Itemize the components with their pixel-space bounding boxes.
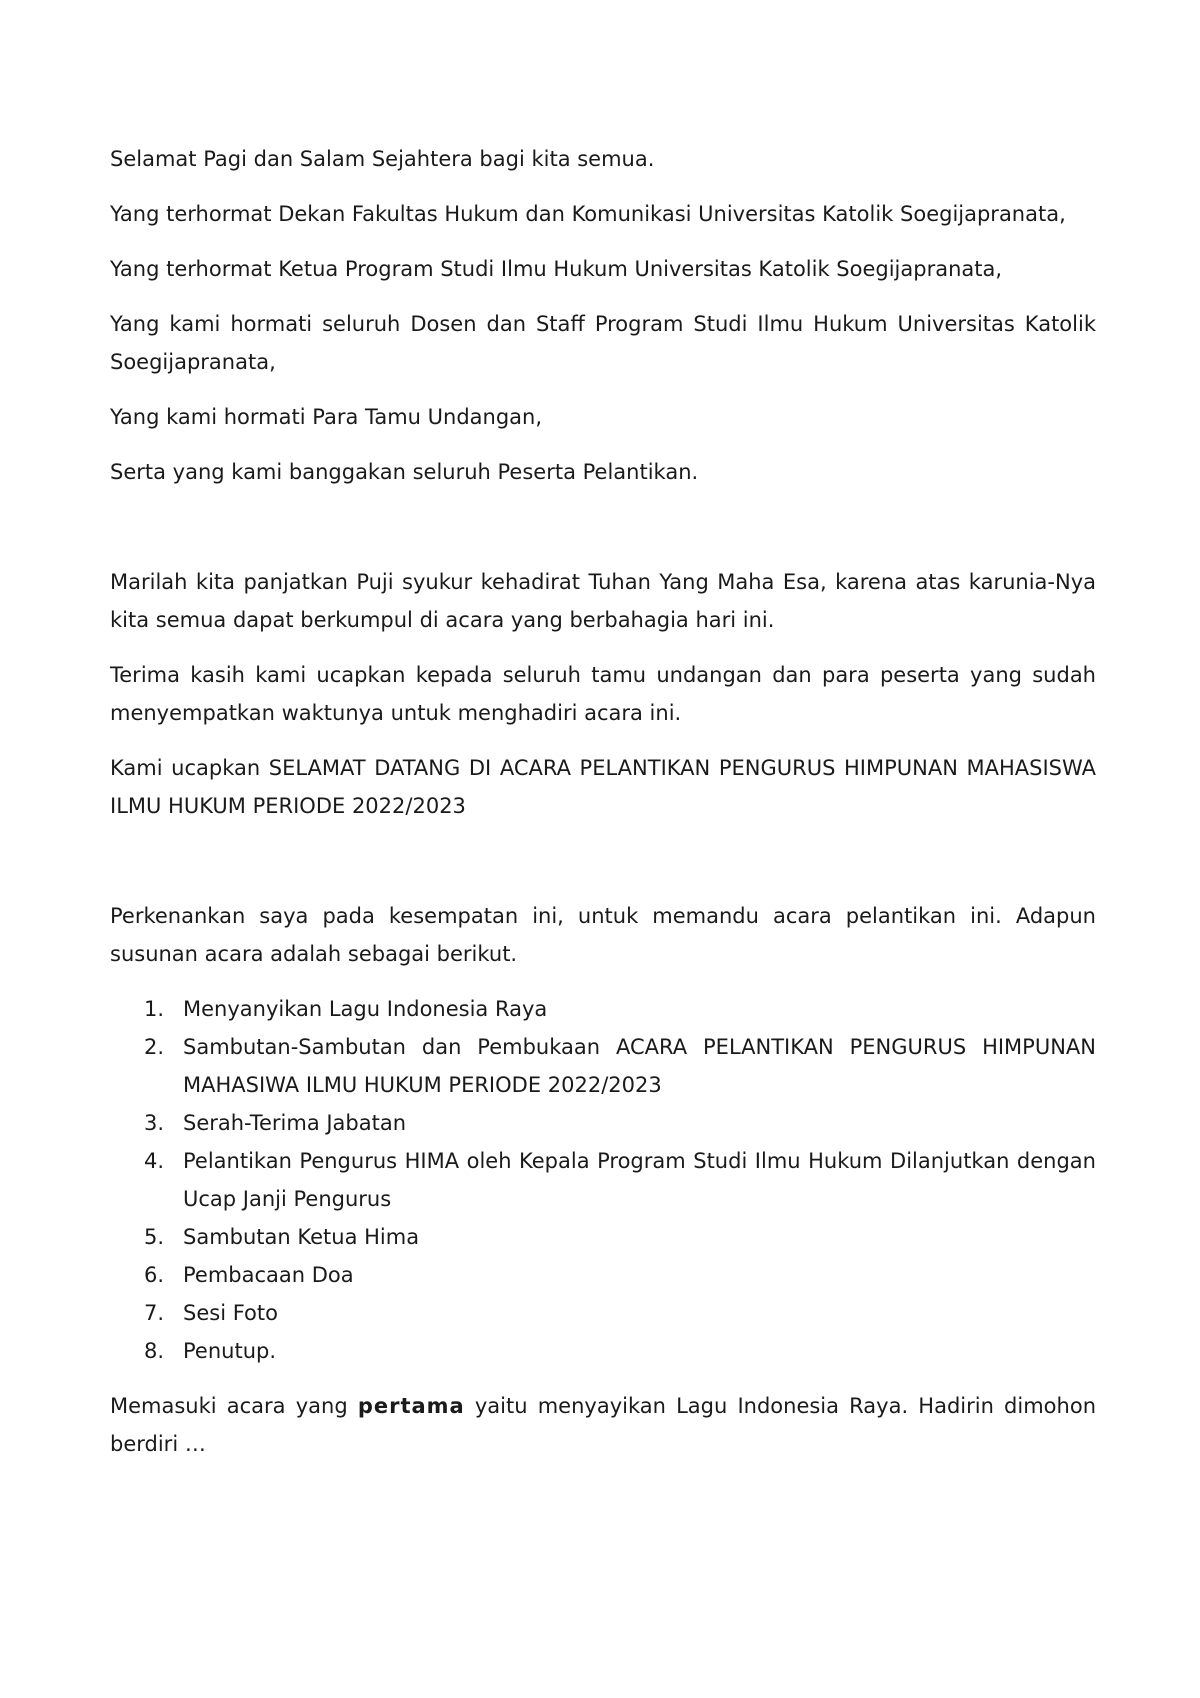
addressee-participants: Serta yang kami banggakan seluruh Peserta Pelantikan. [110,460,699,484]
agenda-item [110,990,1096,1028]
agenda-text: Pembacaan Doa [183,1263,354,1287]
agenda-text: Penutup. [183,1339,277,1363]
thanks-paragraph: Terima kasih kami ucapkan kepada seluruh tamu undangan dan para peserta yang sudah menyempatkan waktunya untuk menghadiri acara ini. [110,663,1096,725]
addressee-guests: Yang kami hormati Para Tamu Undangan, [110,405,543,429]
section-gap [110,842,1096,897]
agenda-item [110,1104,1096,1142]
agenda-number: 5. [144,1225,165,1249]
agenda-list [110,990,1096,1370]
agenda-number: 1. [144,997,165,1021]
agenda-number: 8. [144,1339,165,1363]
agenda-text: Sambutan-Sambutan dan Pembukaan ACARA PELANTIKAN PENGURUS HIMPUNAN MAHASIWA ILMU HUKUM PERIODE 2022/2023 [183,1035,1096,1097]
section-gap [110,508,1096,563]
agenda-item [110,1028,1096,1104]
agenda-text: Serah-Terima Jabatan [183,1111,407,1135]
agenda-number: 4. [144,1149,165,1173]
addressee-dean: Yang terhormat Dekan Fakultas Hukum dan Komunikasi Universitas Katolik Soegijapranata, [110,202,1066,226]
welcome-paragraph: Kami ucapkan SELAMAT DATANG DI ACARA PELANTIKAN PENGURUS HIMPUNAN MAHASISWA ILMU HUKUM PERIODE 2022/2023 [110,756,1096,818]
agenda-text: Sesi Foto [183,1301,278,1325]
agenda-number: 2. [144,1035,165,1059]
agenda-intro: Perkenankan saya pada kesempatan ini, untuk memandu acara pelantikan ini. Adapun susunan acara adalah sebagai berikut. [110,904,1096,966]
agenda-number: 7. [144,1301,165,1325]
closing-emphasis: pertama [357,1394,465,1418]
agenda-text: Menyanyikan Lagu Indonesia Raya [183,997,548,1021]
gratitude-paragraph: Marilah kita panjatkan Puji syukur kehadirat Tuhan Yang Maha Esa, karena atas karunia-Nya kita semua dapat berkumpul di acara yang berbahagia hari ini. [110,570,1096,632]
closing-paragraph [110,1387,1096,1463]
agenda-text: Sambutan Ketua Hima [183,1225,420,1249]
agenda-item [110,1142,1096,1218]
closing-text-before: Memasuki acara yang [110,1394,358,1418]
agenda-number: 3. [144,1111,165,1135]
agenda-item [110,1294,1096,1332]
opening-greeting: Selamat Pagi dan Salam Sejahtera bagi kita semua. [110,147,655,171]
closing-text-after: yaitu menyayikan Lagu Indonesia Raya. Hadirin dimohon berdiri … [110,1394,1096,1456]
agenda-text: Pelantikan Pengurus HIMA oleh Kepala Program Studi Ilmu Hukum Dilanjutkan dengan Ucap Janji Pengurus [183,1149,1096,1211]
agenda-number: 6. [144,1263,165,1287]
addressee-program-head: Yang terhormat Ketua Program Studi Ilmu Hukum Universitas Katolik Soegijapranata, [110,257,1003,281]
agenda-item [110,1218,1096,1256]
agenda-item [110,1256,1096,1294]
document-body [110,140,1096,1480]
agenda-item [110,1332,1096,1370]
addressee-lecturers: Yang kami hormati seluruh Dosen dan Staff Program Studi Ilmu Hukum Universitas Katolik Soegijapranata, [110,312,1096,374]
